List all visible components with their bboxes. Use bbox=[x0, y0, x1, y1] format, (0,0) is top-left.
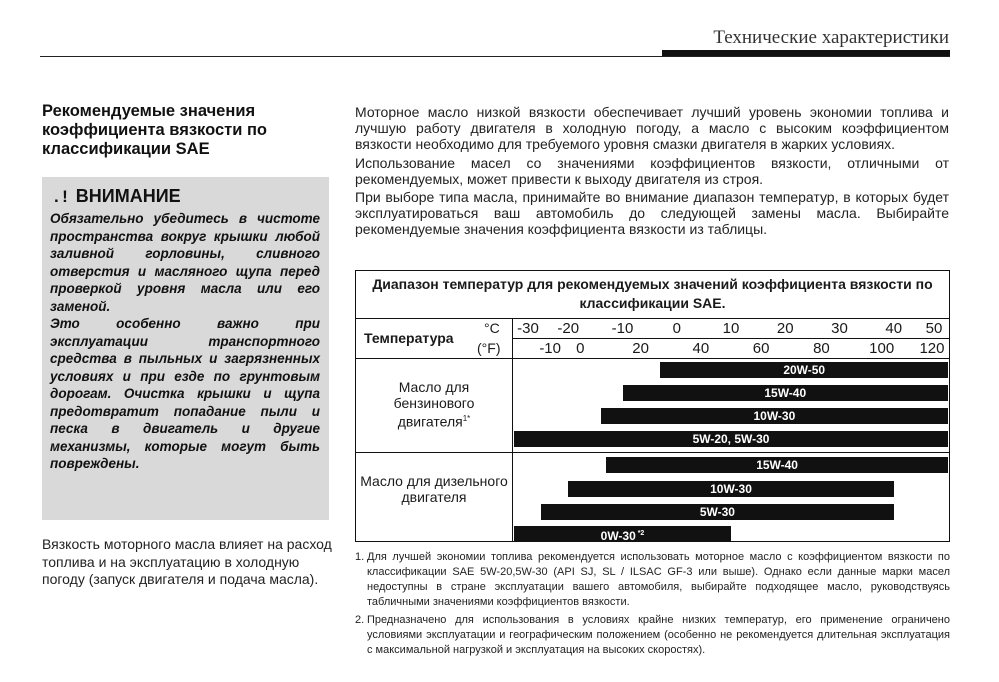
fahrenheit-tick-label: 0 bbox=[576, 340, 585, 357]
section-title: Рекомендуемые значения коэффициента вязкости по классификации SAE bbox=[42, 102, 267, 158]
viscosity-bar bbox=[623, 385, 949, 401]
fahrenheit-tick-label: 40 bbox=[692, 340, 710, 357]
chart-divider bbox=[356, 452, 949, 453]
footnotes bbox=[355, 550, 950, 661]
bar-note: *2 bbox=[635, 530, 645, 537]
chart-column-divider bbox=[512, 318, 513, 542]
intro-text bbox=[355, 104, 949, 240]
warning-heading bbox=[54, 186, 181, 207]
warning-exclamation-icon: . ! bbox=[54, 187, 68, 206]
celsius-tick-label: 0 bbox=[672, 320, 681, 337]
celsius-tick-label: -30 bbox=[517, 320, 539, 337]
temperature-label: Температура bbox=[364, 330, 454, 346]
chart-divider bbox=[356, 358, 949, 359]
warning-paragraph-1: Обязательно убедитесь в чистоте пространства вокруг крышки любой заливной горловины, сливного отверстия и масляного щупа перед проверкой уровня масла или его заменой. bbox=[50, 211, 320, 314]
bar-label: 0W-30 bbox=[600, 529, 636, 542]
footnote-number: 1. bbox=[355, 551, 365, 563]
warning-title: ВНИМАНИЕ bbox=[75, 186, 181, 206]
celsius-tick-label: 40 bbox=[885, 320, 903, 337]
fahrenheit-tick-label: 20 bbox=[632, 340, 649, 357]
fahrenheit-tick-label: 100 bbox=[869, 340, 895, 357]
warning-paragraph-2: Это особенно важно при эксплуатации транспортного средства в пыльных и загрязненных условиях и при езде по грунтовым дорогам. Очистка крышки и щупа предотвратит попадание пыли и песка в двигатель и другие механизмы, которые могут быть повреждены. bbox=[50, 316, 320, 471]
viscosity-bar bbox=[660, 362, 948, 378]
celsius-tick-label: 10 bbox=[722, 320, 740, 337]
viscosity-bar bbox=[514, 431, 948, 447]
bar-label: 10W-30 bbox=[753, 409, 796, 423]
chart-title: Диапазон температур для рекомендуемых значений коэффициента вязкости по классификации SAE. bbox=[372, 276, 933, 311]
unit-fahrenheit: (°F) bbox=[477, 340, 501, 356]
celsius-tick-label: -10 bbox=[611, 320, 634, 337]
celsius-tick-label: 20 bbox=[776, 320, 794, 337]
chart-axis-divider bbox=[512, 338, 949, 339]
viscosity-bar bbox=[568, 481, 894, 497]
bar-label: 20W-50 bbox=[783, 363, 826, 377]
page-header-title: Технические характеристики bbox=[713, 27, 949, 48]
bar-label: 15W-40 bbox=[756, 458, 798, 472]
bar-label: 5W-30 bbox=[699, 505, 735, 519]
celsius-tick-label: 50 bbox=[925, 320, 943, 337]
viscosity-paragraph: Вязкость моторного масла влияет на расход топлива и на эксплуатацию в холодную погоду (запуск двигателя и подача масла). bbox=[42, 536, 332, 587]
fahrenheit-tick-label: -10 bbox=[539, 340, 561, 357]
gasoline-group-text: Масло для бензинового двигателя bbox=[393, 379, 475, 430]
celsius-tick-label: -20 bbox=[557, 320, 580, 337]
diesel-group-label: Масло для дизельного двигателя bbox=[360, 473, 508, 505]
celsius-tick-label: 30 bbox=[831, 320, 848, 337]
viscosity-bar bbox=[514, 526, 731, 542]
intro-paragraph-1: Моторное масло низкой вязкости обеспечивает лучший уровень экономии топлива и лучшую работу двигателя в холодную погоду, а масло с высоким коэффициентом вязкости необходимо для требуемого уровня смазки двигателя в жарких условиях. bbox=[355, 104, 949, 153]
gasoline-group-label bbox=[358, 379, 510, 430]
footnote-text: Для лучшей экономии топлива рекомендуется использовать моторное масло с коэффициентом вязкости по классификации SAE 5W-20,5W-30 (API SJ, SL / ILSAC GF-3 или выше). Однако если данные марки масел недоступны в стране эксплуатации вашего автомобиля, выбирайте подходящее масло, руководствуясь табличными значениями коэффициентов вязкости. bbox=[367, 551, 950, 608]
footnote-1 bbox=[355, 550, 950, 610]
viscosity-chart bbox=[355, 270, 950, 542]
bar-label: 15W-40 bbox=[764, 386, 807, 400]
unit-celsius: °C bbox=[484, 320, 500, 336]
footnote-number: 2. bbox=[355, 614, 365, 626]
fahrenheit-tick-label: 60 bbox=[752, 340, 770, 357]
chart-divider bbox=[356, 318, 949, 319]
warning-box bbox=[42, 177, 329, 520]
warning-text bbox=[50, 210, 320, 473]
bar-label: 10W-30 bbox=[710, 482, 752, 496]
fahrenheit-tick-label: 120 bbox=[919, 340, 945, 357]
viscosity-bar bbox=[601, 408, 948, 424]
viscosity-bar bbox=[606, 457, 948, 473]
bar-label: 5W-20, 5W-30 bbox=[692, 432, 770, 446]
footnote-2 bbox=[355, 613, 950, 658]
fahrenheit-tick-label: 80 bbox=[813, 340, 830, 357]
intro-paragraph-2: Использование масел со значениями коэффициентов вязкости, отличными от рекомендуемых, может привести к выходу двигателя из строя. bbox=[355, 154, 949, 187]
intro-paragraph-3: При выборе типа масла, принимайте во внимание диапазон температур, в которых будет эксплуатироваться ваш автомобиль до следующей замены масла. Выбирайте рекомендуемые значения коэффициента вязкости из таблицы. bbox=[355, 189, 949, 238]
viscosity-bar bbox=[541, 504, 894, 520]
footnote-text: Предназначено для использования в условиях крайне низких температур, его применение ограничено условиями эксплуатации и географическим положением (особенно не рекомендуется длительная эксплуатация с максимальной нагрузкой и эксплуатация на высоких скоростях). bbox=[367, 614, 950, 656]
gasoline-group-note: 1* bbox=[462, 414, 471, 423]
header-rule bbox=[40, 56, 950, 57]
